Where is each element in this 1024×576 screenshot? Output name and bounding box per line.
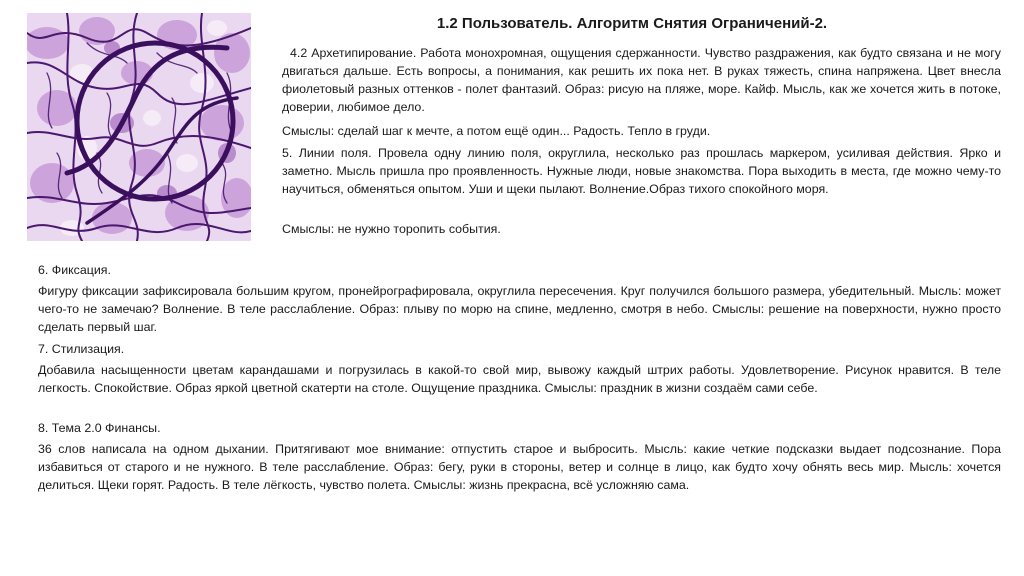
paragraph-meanings-1: Смыслы: сделай шаг к мечте, а потом ещё один... Радость. Тепло в груди. <box>282 124 711 138</box>
slide-title: 1.2 Пользователь. Алгоритм Снятия Ограничений-2. <box>436 15 828 32</box>
paragraph-meanings-2: Смыслы: не нужно торопить события. <box>282 222 501 236</box>
paragraph-stylization: Добавила насыщенности цветам карандашами и погрузилась в какой-то свой мир, вывожу каждый штрих работы. Удовлетворение. Рисунок нравится. В теле легкость. Спокойствие. Образ яркой цветной скатерти на столе. Ощущение праздника. Смыслы: праздник в жизни создаём сами себе. <box>38 363 1001 395</box>
abstract-purple-line-artwork-icon <box>27 13 251 241</box>
paragraph-finance: 36 слов написала на одном дыхании. Притягивают мое внимание: отпустить старое и выбросить. Мысль: какие четкие подсказки выдает подсознание. Пора избавиться от старого и не нужного. В теле расслабление. Образ: бегу, руки в стороны, ветер и солнце в лицо, как будто хочу обнять весь мир. Мысль: хочется делиться. Щеки горят. Радость. В теле лёгкость, чувство полета. Смыслы: жизнь прекрасна, всё усложняю сама. <box>38 442 1001 492</box>
artwork-image <box>27 13 251 241</box>
heading-stylization: 7. Стилизация. <box>38 342 125 356</box>
heading-fixation: 6. Фиксация. <box>38 263 111 277</box>
paragraph-field-lines: 5. Линии поля. Провела одну линию поля, округлила, несколько раз прошлась маркером, усиливая действия. Ярко и заметно. Мысль пришла про проявленность. Нужные люди, новые знакомства. Пора выходить в места, где можно чему-то научиться, обменяться опытом. Уши и щеки пылают. Волнение.Образ тихого спокойного моря. <box>282 146 1001 196</box>
heading-finance-topic: 8. Тема 2.0 Финансы. <box>38 421 161 435</box>
paragraph-fixation: Фигуру фиксации зафиксировала большим кругом, пронейрографировала, округлила пересечения. Круг получился большого размера, убедительный. Мысль: может чего-то не замечаю? Волнение. В теле расслабление. Образ: плыву по морю на спине, медленно, смотря в небо. Смыслы: решение на поверхности, нужно просто сделать первый шаг. <box>38 284 1001 334</box>
paragraph-archetyping: 4.2 Архетипирование. Работа монохромная, ощущения сдержанности. Чувство раздражения, как будто связана и не могу двигаться дальше. Есть вопросы, а понимания, как решить их пока нет. В руках тяжесть, спина напряжена. Цвет внесла фиолетовый разных оттенков - полет фантазий. Образ: рисую на пляже, море. Кайф. Мысль, как же хочется жить в потоке, доверии, любимое дело. <box>282 46 1001 114</box>
